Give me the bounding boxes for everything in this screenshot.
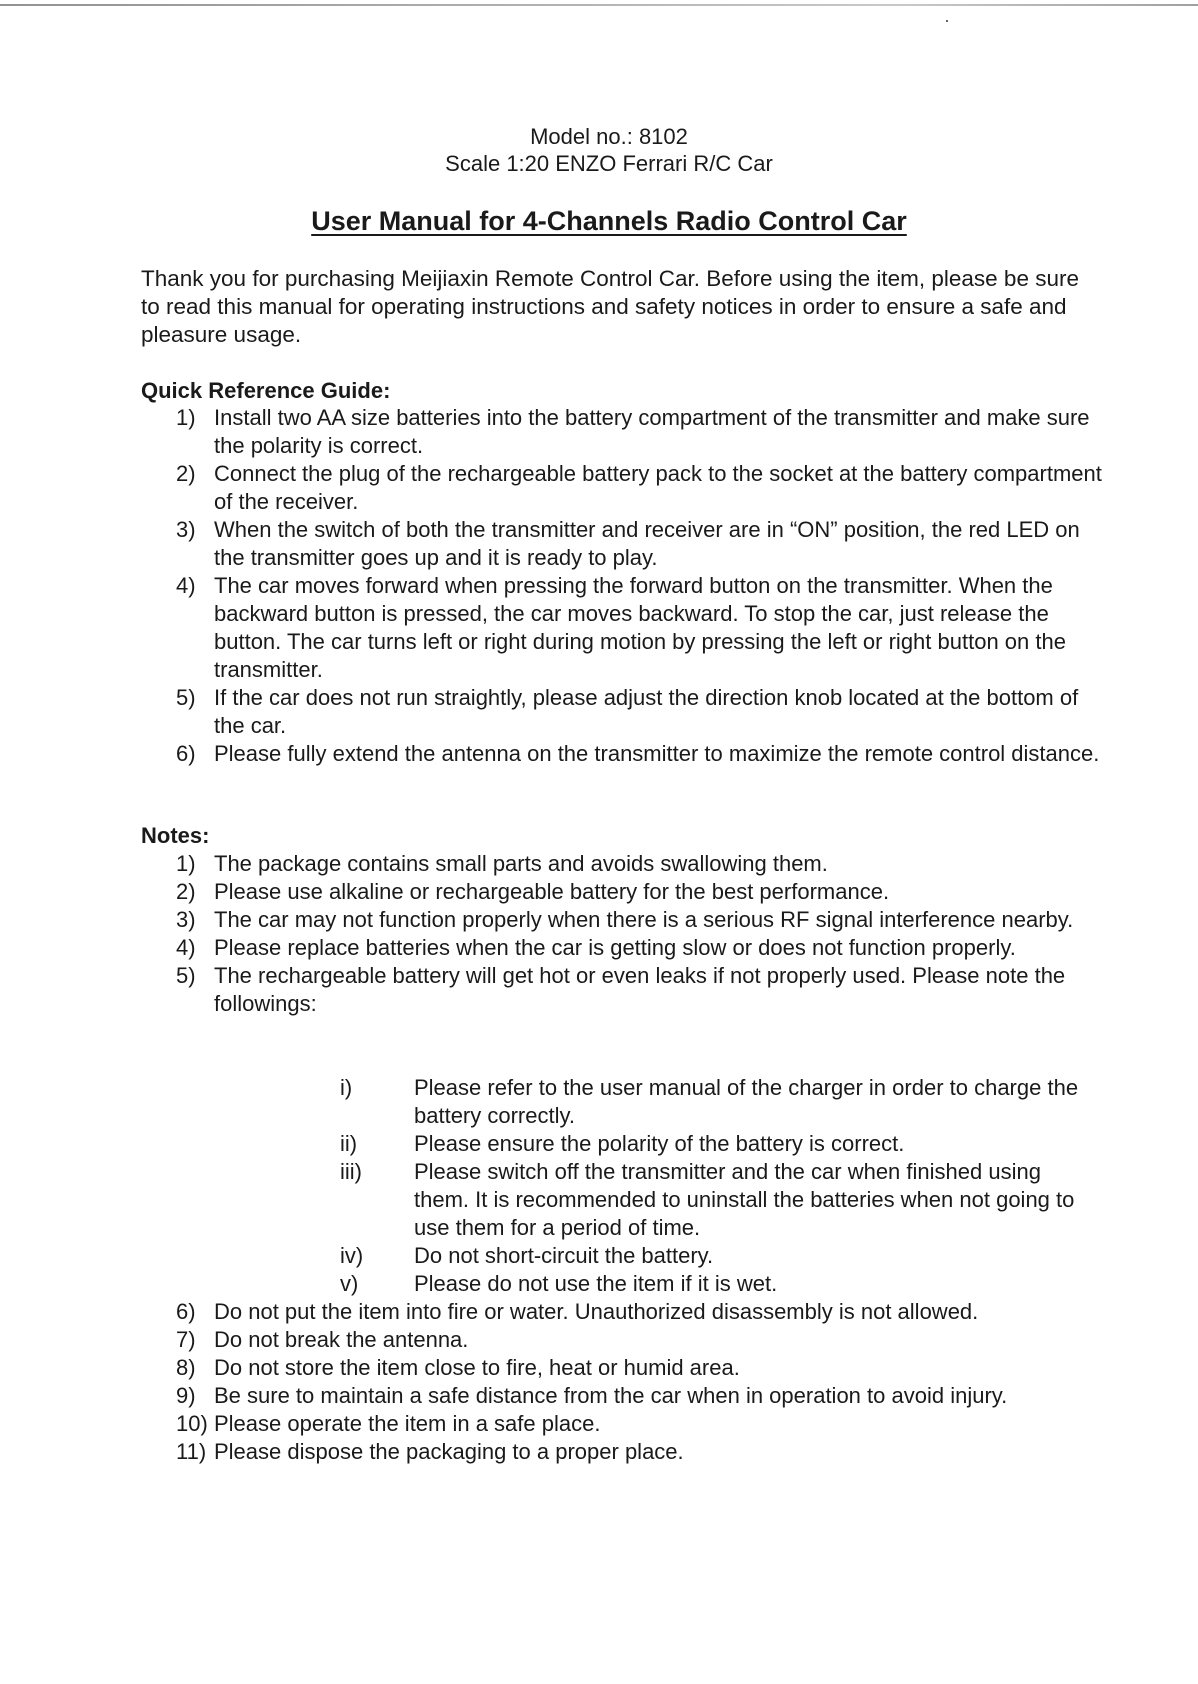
sub-item-text: Please do not use the item if it is wet. xyxy=(414,1271,778,1296)
sub-list-item xyxy=(0,1074,1198,1130)
item-text: The car may not function properly when there is a serious RF signal interference nearby. xyxy=(214,907,1074,932)
notes-list-continued xyxy=(0,1298,1198,1466)
list-item xyxy=(0,516,1198,572)
list-item xyxy=(0,878,1198,906)
sub-list-item xyxy=(0,1270,1198,1298)
item-text: If the car does not run straightly, please adjust the direction knob located at the bottom of the car. xyxy=(214,685,1079,738)
item-text: Be sure to maintain a safe distance from the car when in operation to avoid injury. xyxy=(214,1383,1008,1408)
notes-heading: Notes: xyxy=(141,823,210,848)
item-text: Connect the plug of the rechargeable battery pack to the socket at the battery compartment of the receiver. xyxy=(214,461,1102,514)
item-number: 3) xyxy=(176,517,196,542)
item-number: 2) xyxy=(176,879,196,904)
item-text: Do not put the item into fire or water. Unauthorized disassembly is not allowed. xyxy=(214,1299,979,1324)
list-item xyxy=(0,572,1198,684)
page-title: User Manual for 4-Channels Radio Control Car xyxy=(311,206,907,236)
item-text: Please operate the item in a safe place. xyxy=(214,1411,601,1436)
item-number: 5) xyxy=(176,685,196,710)
item-text: Please use alkaline or rechargeable battery for the best performance. xyxy=(214,879,890,904)
item-number: 6) xyxy=(176,1299,196,1324)
item-number: 10) xyxy=(176,1411,208,1436)
list-item xyxy=(0,1298,1198,1326)
sub-item-number: v) xyxy=(340,1271,359,1296)
list-item xyxy=(0,962,1198,1018)
sub-item-number: i) xyxy=(340,1075,353,1100)
item-text: Do not break the antenna. xyxy=(214,1327,469,1352)
sub-list-item xyxy=(0,1158,1198,1242)
quick-reference-list xyxy=(0,404,1198,768)
list-item xyxy=(0,1410,1198,1438)
item-number: 5) xyxy=(176,963,196,988)
sub-list-item xyxy=(0,1130,1198,1158)
sub-item-number: ii) xyxy=(340,1131,358,1156)
item-text: Please fully extend the antenna on the transmitter to maximize the remote control distance. xyxy=(214,741,1100,766)
item-text: The package contains small parts and avoids swallowing them. xyxy=(214,851,828,876)
notes-list xyxy=(0,850,1198,1018)
item-number: 11) xyxy=(176,1439,207,1464)
item-number: 4) xyxy=(176,573,196,598)
list-item xyxy=(0,906,1198,934)
list-item xyxy=(0,1382,1198,1410)
list-item xyxy=(0,740,1198,768)
item-text: Please dispose the packaging to a proper place. xyxy=(214,1439,684,1464)
item-number: 7) xyxy=(176,1327,196,1352)
quick-reference-heading: Quick Reference Guide: xyxy=(141,378,391,403)
item-text: Do not store the item close to fire, heat or humid area. xyxy=(214,1355,740,1380)
list-item xyxy=(0,404,1198,460)
battery-sub-list xyxy=(0,1074,1198,1298)
list-item xyxy=(0,850,1198,878)
list-item xyxy=(0,684,1198,740)
item-text: Install two AA size batteries into the battery compartment of the transmitter and make sure the polarity is correct. xyxy=(214,405,1090,458)
sub-item-text: Please ensure the polarity of the battery is correct. xyxy=(414,1131,905,1156)
list-item xyxy=(0,1354,1198,1382)
list-item xyxy=(0,1438,1198,1466)
intro-paragraph: Thank you for purchasing Meijiaxin Remote Control Car. Before using the item, please be sure to read this manual for operating instructions and safety notices in order to ensure a safe and pleasure usage. xyxy=(141,266,1079,347)
scale-line: Scale 1:20 ENZO Ferrari R/C Car xyxy=(445,151,773,176)
item-text: When the switch of both the transmitter and receiver are in “ON” position, the red LED on the transmitter goes up and it is ready to play. xyxy=(214,517,1080,570)
item-number: 1) xyxy=(176,405,196,430)
sub-item-number: iv) xyxy=(340,1243,364,1268)
sub-list-item xyxy=(0,1242,1198,1270)
model-number: Model no.: 8102 xyxy=(530,124,688,149)
item-text: The rechargeable battery will get hot or even leaks if not properly used. Please note the followings: xyxy=(214,963,1066,1016)
item-number: 3) xyxy=(176,907,196,932)
item-number: 6) xyxy=(176,741,196,766)
list-item xyxy=(0,460,1198,516)
sub-item-text: Please refer to the user manual of the charger in order to charge the battery correctly. xyxy=(414,1075,1079,1128)
item-number: 2) xyxy=(176,461,196,486)
item-text: Please replace batteries when the car is getting slow or does not function properly. xyxy=(214,935,1016,960)
item-number: 9) xyxy=(176,1383,196,1408)
item-number: 1) xyxy=(176,851,196,876)
item-number: 4) xyxy=(176,935,196,960)
sub-item-number: iii) xyxy=(340,1159,362,1184)
item-number: 8) xyxy=(176,1355,196,1380)
sub-item-text: Please switch off the transmitter and the car when finished using them. It is recommended to uninstall the batteries when not going to use them for a period of time. xyxy=(414,1159,1075,1240)
list-item xyxy=(0,1326,1198,1354)
item-text: The car moves forward when pressing the forward button on the transmitter. When the backward button is pressed, the car moves backward. To stop the car, just release the button. The car turns left or right during motion by pressing the left or right button on the transmitter. xyxy=(214,573,1066,682)
list-item xyxy=(0,934,1198,962)
sub-item-text: Do not short-circuit the battery. xyxy=(414,1243,714,1268)
